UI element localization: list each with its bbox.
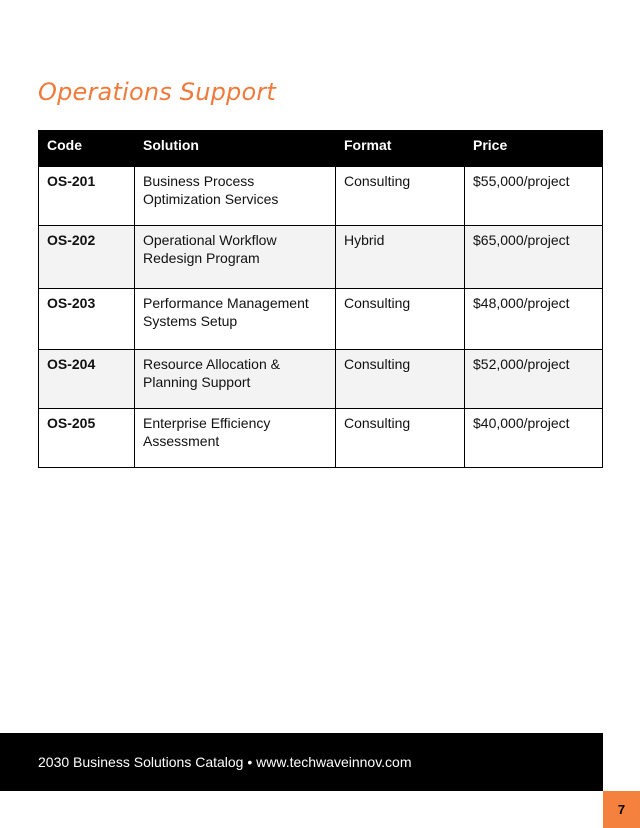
cell-format: Consulting <box>336 289 465 350</box>
cell-solution: Resource Allocation & Planning Support <box>135 350 336 409</box>
column-header-price: Price <box>465 131 603 167</box>
cell-code: OS-203 <box>39 289 135 350</box>
footer-bar <box>0 733 603 791</box>
table-row <box>39 350 603 409</box>
cell-price: $48,000/project <box>465 289 603 350</box>
cell-price: $52,000/project <box>465 350 603 409</box>
cell-format: Consulting <box>336 409 465 468</box>
cell-solution: Performance Management Systems Setup <box>135 289 336 350</box>
cell-solution: Operational Workflow Redesign Program <box>135 226 336 289</box>
table-header-row <box>39 131 603 167</box>
column-header-code: Code <box>39 131 135 167</box>
cell-code: OS-204 <box>39 350 135 409</box>
cell-code: OS-202 <box>39 226 135 289</box>
table-row <box>39 289 603 350</box>
cell-solution: Business Process Optimization Services <box>135 167 336 226</box>
cell-format: Consulting <box>336 350 465 409</box>
cell-format: Hybrid <box>336 226 465 289</box>
footer-text: 2030 Business Solutions Catalog • www.techwaveinnov.com <box>38 754 412 770</box>
cell-price: $40,000/project <box>465 409 603 468</box>
page-number-badge: 7 <box>603 791 640 828</box>
cell-code: OS-201 <box>39 167 135 226</box>
table-row <box>39 167 603 226</box>
page-title: Operations Support <box>38 78 277 106</box>
column-header-solution: Solution <box>135 131 336 167</box>
solutions-table <box>38 130 603 468</box>
table-row <box>39 226 603 289</box>
cell-price: $55,000/project <box>465 167 603 226</box>
cell-code: OS-205 <box>39 409 135 468</box>
cell-format: Consulting <box>336 167 465 226</box>
cell-solution: Enterprise Efficiency Assessment <box>135 409 336 468</box>
cell-price: $65,000/project <box>465 226 603 289</box>
table-row <box>39 409 603 468</box>
column-header-format: Format <box>336 131 465 167</box>
